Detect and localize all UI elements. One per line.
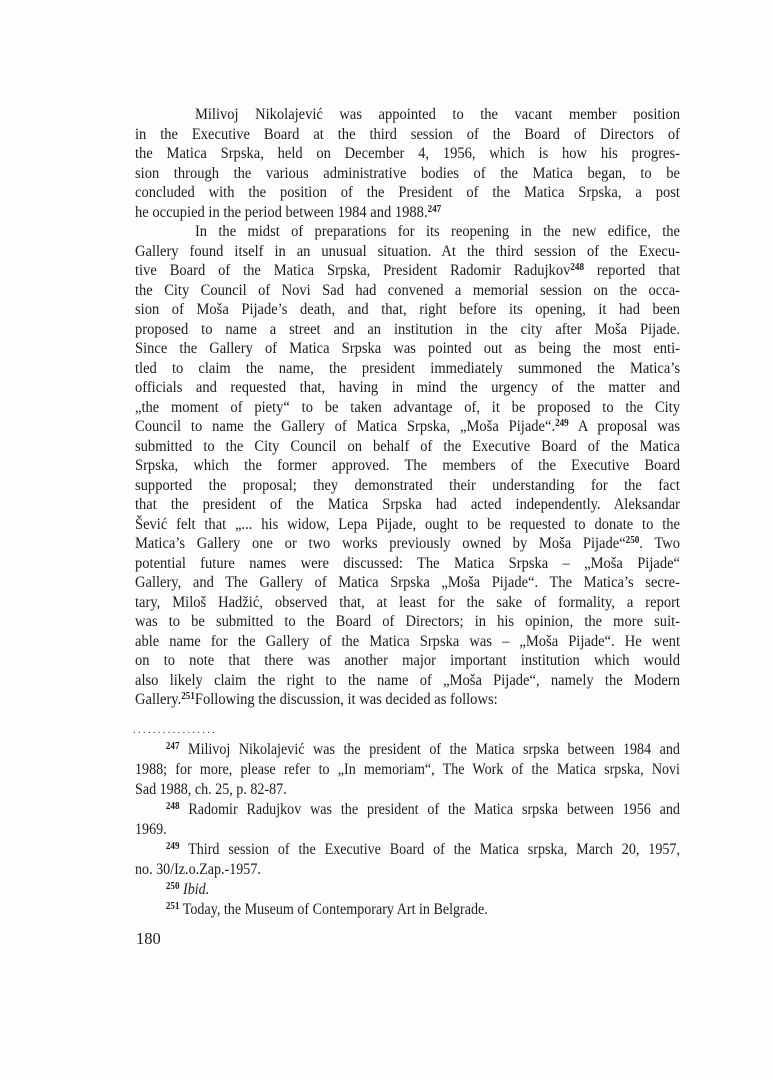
footnote-line: 1988; for more, please refer to „In memoriam“, The Work of the Matica srpska, Novi xyxy=(135,761,680,778)
footnote xyxy=(135,900,680,920)
text-line: submitted to the City Council on behalf of the Executive Board of the Matica xyxy=(135,437,680,455)
text-line: Šević felt that „... his widow, Lepa Pijade, ought to be requested to donate to the xyxy=(135,515,680,533)
text-line: Gallery.$^{251}$Following the discussion, it was decided as follows: xyxy=(135,691,498,708)
footnote xyxy=(135,880,680,900)
text-line: Gallery found itself in an unusual situation. At the third session of the Execu- xyxy=(135,242,680,260)
text-line: Council to name the Gallery of Matica Srpska, „Moša Pijade“.$^{249}$ A proposal was xyxy=(135,418,680,435)
text-line: he occupied in the period between 1984 and 1988.$^{247}$ xyxy=(135,203,442,221)
footnote-reference: 250 xyxy=(625,535,640,546)
text-line: „the moment of piety“ to be taken advantage of, it be proposed to the City xyxy=(135,398,680,416)
text-line: In the midst of preparations for its reopening in the new edifice, the xyxy=(194,223,680,240)
text-line: Since the Gallery of Matica Srpska was pointed out as being the most enti- xyxy=(135,340,680,357)
footnote-reference: 250 xyxy=(165,881,180,892)
footnote-reference: 251 xyxy=(165,901,180,912)
text-line: on to note that there was another major important institution which would xyxy=(135,652,680,669)
paragraph xyxy=(135,222,680,710)
footnote-reference: 247 xyxy=(427,203,442,215)
paragraph xyxy=(135,105,680,222)
footnote xyxy=(135,800,680,840)
text-line: was to be submitted to the Board of Directors; in his opinion, the more suit- xyxy=(135,613,680,630)
text-line: potential future names were discussed: The Matica Srpska – „Moša Pijade“ xyxy=(135,554,680,572)
text-line: tled to claim the name, the president immediately summoned the Matica’s xyxy=(135,359,680,377)
text-line: Gallery, and The Gallery of Matica Srpska „Moša Pijade“. The Matica’s secre- xyxy=(135,574,680,591)
footnote-separator: ................. xyxy=(133,724,218,736)
footnote-reference: 249 xyxy=(165,841,180,852)
text-line: also likely claim the right to the name of „Moša Pijade“, namely the Modern xyxy=(135,671,680,689)
text-line: able name for the Gallery of the Matica Srpska was – „Moša Pijade“. He went xyxy=(135,632,680,650)
text-line: proposed to name a street and an institution in the city after Moša Pijade. xyxy=(135,320,680,338)
footnotes xyxy=(135,740,680,920)
page-number: 180 xyxy=(136,929,161,948)
footnote-reference: 247 xyxy=(165,741,180,752)
footnote-reference: 249 xyxy=(555,418,569,429)
footnote-line: $^{250}$ Ibid. xyxy=(165,881,210,898)
footnote-reference: 248 xyxy=(570,262,584,273)
text-line: officials and requested that, having in mind the urgency of the matter and xyxy=(135,379,680,396)
footnote-reference: 251 xyxy=(181,691,195,702)
text-line: Milivoj Nikolajević was appointed to the vacant member position xyxy=(194,106,680,123)
text-line: sion of Moša Pijade’s death, and that, right before its opening, it had been xyxy=(135,301,680,318)
text-line: supported the proposal; they demonstrated their understanding for the fact xyxy=(135,476,680,494)
footnote-line: $^{249}$ Third session of the Executive Board of the Matica srpska, March 20, 1957, xyxy=(165,841,680,858)
text-line: that the president of the Matica Srpska had acted independently. Aleksandar xyxy=(135,496,680,513)
text-line: concluded with the position of the President of the Matica Srpska, a post xyxy=(135,184,680,201)
footnote-line: no. 30/Iz.o.Zap.-1957. xyxy=(135,861,261,878)
footnote-line: $^{251}$ Today, the Museum of Contemporary Art in Belgrade. xyxy=(165,901,488,918)
footnote-line: $^{248}$ Radomir Radujkov was the president of the Matica srpska between 1956 and xyxy=(165,801,680,818)
footnote-reference: 248 xyxy=(165,801,180,812)
footnote xyxy=(135,740,680,800)
text-line: Matica’s Gallery one or two works previously owned by Moša Pijade“$^{250}$. Two xyxy=(135,535,680,552)
main-text xyxy=(135,105,680,710)
text-line: tive Board of the Matica Srpska, President Radomir Radujkov$^{248}$ reported that xyxy=(135,262,680,279)
footnote-line: 1969. xyxy=(135,821,167,838)
text-line: tary, Miloš Hadžić, observed that, at least for the sake of formality, a report xyxy=(135,593,680,611)
footnote xyxy=(135,840,680,880)
text-line: sion through the various administrative bodies of the Matica began, to be xyxy=(135,164,680,182)
text-line: the Matica Srpska, held on December 4, 1956, which is how his progres- xyxy=(135,145,680,162)
text-line: in the Executive Board at the third session of the Board of Directors of xyxy=(135,125,680,143)
text-line: the City Council of Novi Sad had convened a memorial session on the occa- xyxy=(135,281,680,299)
footnote-line: Sad 1988, ch. 25, p. 82-87. xyxy=(135,781,287,798)
footnote-line: $^{247}$ Milivoj Nikolajević was the president of the Matica srpska between 1984 and xyxy=(165,741,680,758)
text-line: Srpska, which the former approved. The members of the Executive Board xyxy=(135,457,680,474)
